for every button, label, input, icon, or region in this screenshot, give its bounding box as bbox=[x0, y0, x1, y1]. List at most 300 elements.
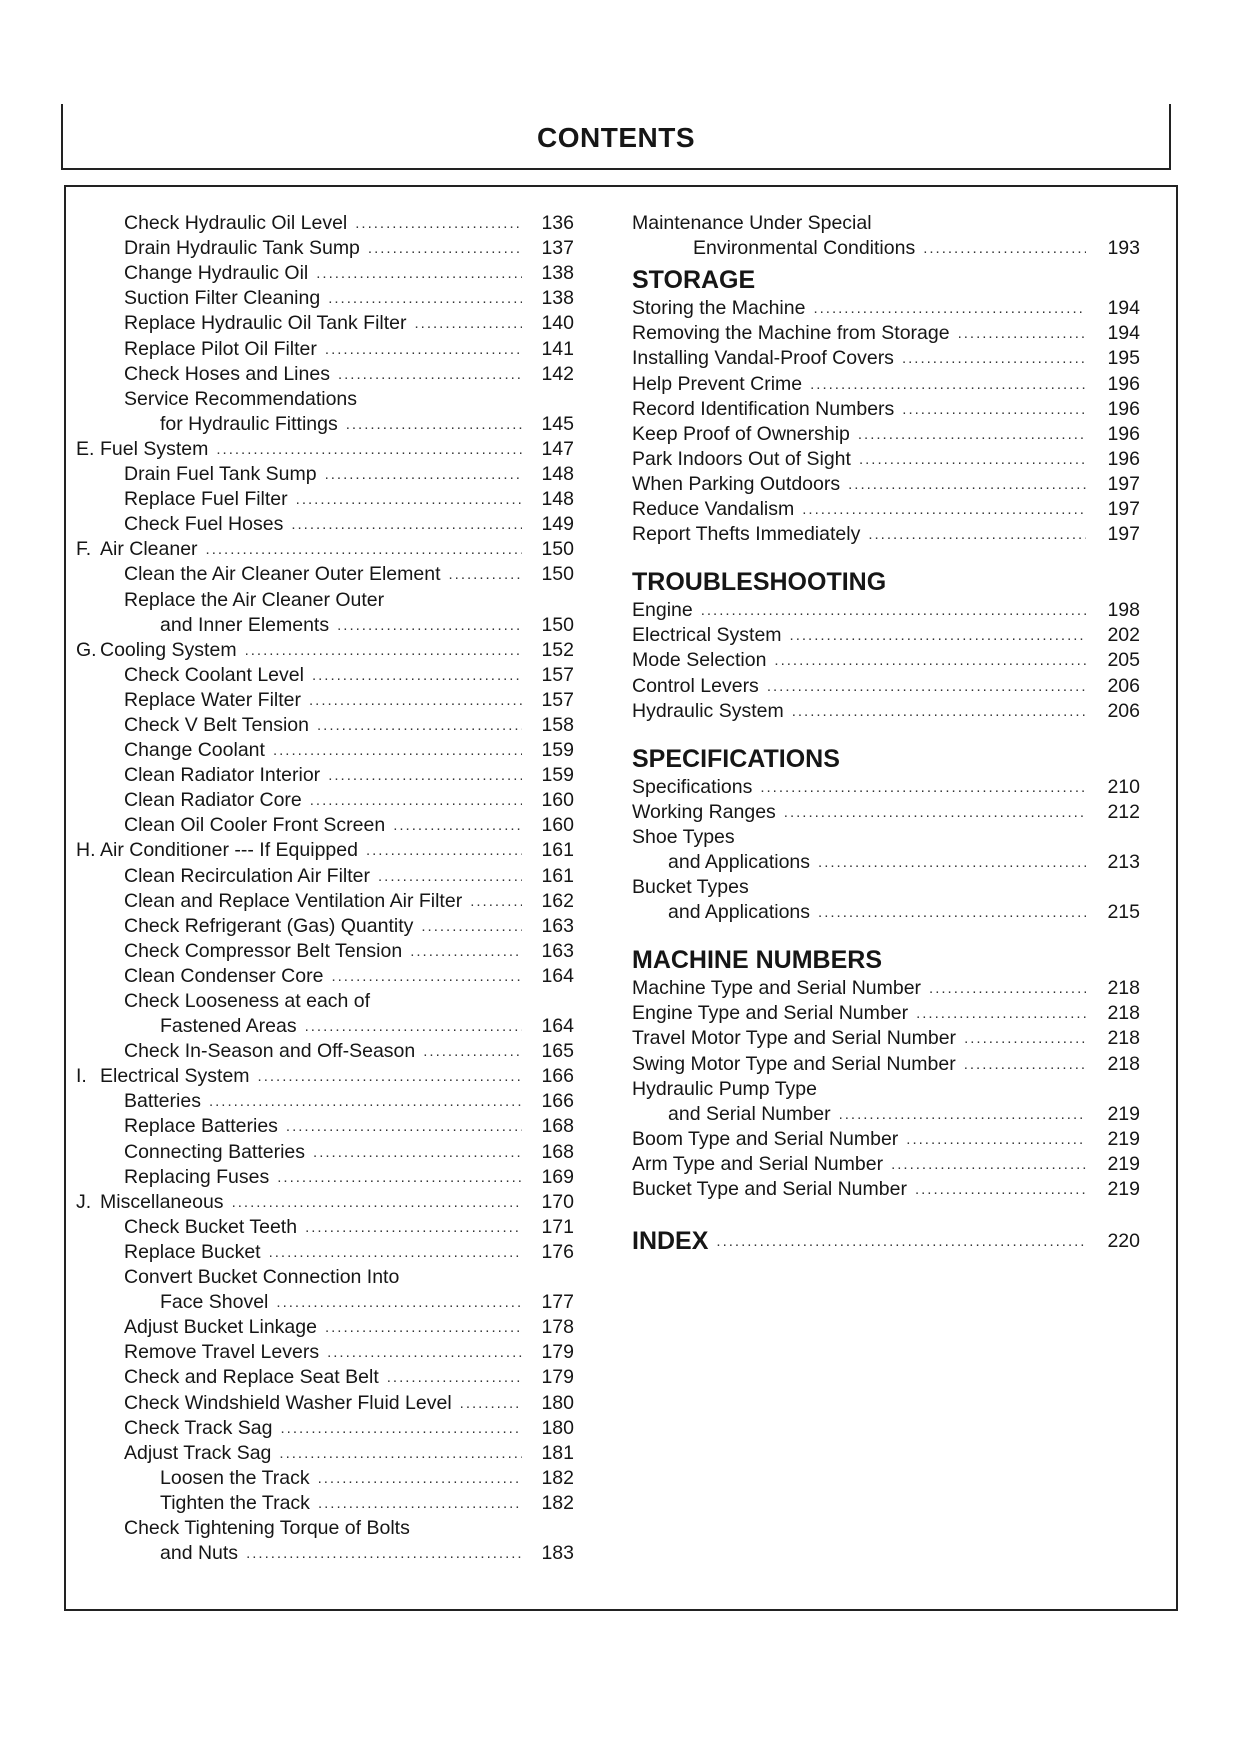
entry-page-number: 183 bbox=[541, 1542, 574, 1565]
entry-title: Replace the Air Cleaner Outer bbox=[124, 588, 385, 611]
dot-leader bbox=[325, 1315, 522, 1340]
toc-entry[interactable] bbox=[632, 1127, 1140, 1152]
entry-title: Check Hydraulic Oil Level bbox=[124, 212, 348, 235]
toc-entry[interactable] bbox=[66, 587, 574, 612]
entry-page-number: 161 bbox=[541, 839, 574, 862]
dot-leader bbox=[366, 838, 522, 863]
entry-title: and Serial Number bbox=[668, 1102, 831, 1125]
toc-entry[interactable] bbox=[632, 598, 1140, 623]
dot-leader bbox=[325, 462, 522, 487]
toc-entry[interactable] bbox=[66, 286, 574, 311]
toc-entry[interactable] bbox=[66, 537, 574, 562]
toc-entry[interactable] bbox=[632, 850, 1140, 875]
entry-title: Help Prevent Crime bbox=[632, 372, 803, 395]
dot-leader bbox=[209, 1089, 522, 1114]
entry-page-number: 148 bbox=[541, 488, 574, 511]
toc-entry[interactable] bbox=[66, 512, 574, 537]
toc-entry[interactable] bbox=[66, 1215, 574, 1240]
dot-leader bbox=[338, 362, 522, 387]
entry-page-number: 170 bbox=[541, 1190, 574, 1213]
entry-page-number: 162 bbox=[541, 889, 574, 912]
entry-page-number: 219 bbox=[1107, 1127, 1140, 1150]
entry-page-number: 218 bbox=[1107, 1052, 1140, 1075]
dot-leader bbox=[868, 522, 1086, 547]
toc-entry[interactable] bbox=[66, 663, 574, 688]
dot-leader bbox=[368, 236, 522, 261]
toc-entry[interactable] bbox=[66, 613, 574, 638]
dot-leader bbox=[906, 1127, 1086, 1152]
toc-entry[interactable] bbox=[632, 472, 1140, 497]
entry-page-number: 166 bbox=[541, 1065, 574, 1088]
toc-entry[interactable] bbox=[66, 889, 574, 914]
dot-leader bbox=[277, 1165, 522, 1190]
section-heading: STORAGE bbox=[632, 266, 756, 295]
dot-leader bbox=[423, 1039, 522, 1064]
entry-page-number: 181 bbox=[541, 1441, 574, 1464]
toc-entry[interactable] bbox=[632, 1177, 1140, 1202]
entry-page-number: 141 bbox=[541, 337, 574, 360]
dot-leader bbox=[216, 437, 522, 462]
entry-title: Air Conditioner --- If Equipped bbox=[100, 839, 358, 862]
section-heading: SPECIFICATIONS bbox=[632, 744, 840, 773]
dot-leader bbox=[232, 1190, 522, 1215]
entry-title: Shoe Types bbox=[632, 825, 735, 848]
entry-page-number: 193 bbox=[1107, 237, 1140, 260]
toc-entry[interactable] bbox=[66, 1240, 574, 1265]
entry-title: Check Track Sag bbox=[124, 1416, 273, 1439]
dot-leader bbox=[760, 775, 1086, 800]
entry-page-number: 195 bbox=[1107, 347, 1140, 370]
toc-entry[interactable] bbox=[632, 1026, 1140, 1051]
entry-page-number: 164 bbox=[541, 964, 574, 987]
entry-page-number: 197 bbox=[1107, 523, 1140, 546]
entry-section-letter: G. bbox=[76, 638, 97, 661]
toc-entry[interactable] bbox=[66, 1165, 574, 1190]
entry-page-number: 180 bbox=[541, 1391, 574, 1414]
toc-entry[interactable] bbox=[66, 1466, 574, 1491]
entry-title: Working Ranges bbox=[632, 800, 776, 823]
toc-entry[interactable] bbox=[632, 900, 1140, 925]
entry-title: Change Hydraulic Oil bbox=[124, 262, 309, 285]
dot-leader bbox=[410, 939, 522, 964]
toc-entry[interactable] bbox=[66, 211, 574, 236]
entry-title: Service Recommendations bbox=[124, 387, 358, 410]
toc-entry[interactable] bbox=[632, 699, 1140, 724]
toc-entry[interactable] bbox=[66, 336, 574, 361]
toc-entry[interactable] bbox=[632, 296, 1140, 321]
toc-entry[interactable] bbox=[66, 236, 574, 261]
entry-page-number: 157 bbox=[541, 663, 574, 686]
entry-title: Maintenance Under Special bbox=[632, 212, 872, 235]
entry-title: and Applications bbox=[668, 901, 811, 924]
toc-entry[interactable] bbox=[632, 976, 1140, 1001]
entry-title: Suction Filter Cleaning bbox=[124, 287, 321, 310]
toc-entry[interactable] bbox=[632, 1001, 1140, 1026]
dot-leader bbox=[305, 1215, 522, 1240]
section-heading: TROUBLESHOOTING bbox=[632, 568, 887, 597]
toc-entry[interactable] bbox=[632, 1077, 1140, 1102]
entry-title: Check Coolant Level bbox=[124, 663, 304, 686]
toc-entry-index[interactable] bbox=[632, 1218, 1140, 1254]
toc-entry[interactable] bbox=[66, 1340, 574, 1365]
entry-page-number: 213 bbox=[1107, 850, 1140, 873]
entry-title: Boom Type and Serial Number bbox=[632, 1127, 899, 1150]
entry-title: Storing the Machine bbox=[632, 297, 806, 320]
toc-entry[interactable] bbox=[66, 738, 574, 763]
entry-title: Removing the Machine from Storage bbox=[632, 322, 950, 345]
toc-entry[interactable] bbox=[66, 1089, 574, 1114]
dot-leader bbox=[916, 1001, 1086, 1026]
entry-page-number: 177 bbox=[541, 1291, 574, 1314]
toc-entry[interactable] bbox=[632, 371, 1140, 396]
entry-page-number: 168 bbox=[541, 1115, 574, 1138]
dot-leader bbox=[790, 623, 1086, 648]
toc-entry[interactable] bbox=[66, 688, 574, 713]
entry-title: Hydraulic Pump Type bbox=[632, 1077, 817, 1100]
entry-page-number: 196 bbox=[1107, 422, 1140, 445]
dot-leader bbox=[449, 562, 523, 587]
toc-entry[interactable] bbox=[66, 939, 574, 964]
toc-entry[interactable] bbox=[66, 1039, 574, 1064]
toc-entry[interactable] bbox=[66, 1541, 574, 1566]
entry-page-number: 197 bbox=[1107, 472, 1140, 495]
toc-entry[interactable] bbox=[632, 1152, 1140, 1177]
entry-title: Face Shovel bbox=[160, 1291, 269, 1314]
entry-page-number: 150 bbox=[541, 613, 574, 636]
entry-title: Replace Pilot Oil Filter bbox=[124, 337, 317, 360]
dot-leader bbox=[337, 613, 522, 638]
toc-entry[interactable] bbox=[66, 813, 574, 838]
dot-leader bbox=[716, 1229, 1086, 1254]
dot-leader bbox=[701, 598, 1086, 623]
toc-entry[interactable] bbox=[66, 989, 574, 1014]
toc-entry[interactable] bbox=[66, 487, 574, 512]
dot-leader bbox=[964, 1052, 1086, 1077]
entry-section-letter: F. bbox=[76, 538, 92, 561]
dot-leader bbox=[810, 372, 1086, 397]
entry-title: Check Bucket Teeth bbox=[124, 1215, 298, 1238]
toc-entry[interactable] bbox=[66, 387, 574, 412]
dot-leader bbox=[312, 663, 522, 688]
toc-entry[interactable] bbox=[66, 964, 574, 989]
dot-leader bbox=[774, 648, 1086, 673]
entry-title: Miscellaneous bbox=[100, 1190, 224, 1213]
dot-leader bbox=[355, 211, 522, 236]
toc-entry[interactable] bbox=[66, 1190, 574, 1215]
entry-title: Engine bbox=[632, 599, 693, 622]
entry-title: Control Levers bbox=[632, 674, 759, 697]
toc-entry[interactable] bbox=[66, 1390, 574, 1415]
entry-page-number: 197 bbox=[1107, 498, 1140, 521]
entry-title: Change Coolant bbox=[124, 739, 265, 762]
toc-entry[interactable] bbox=[66, 1516, 574, 1541]
entry-title: Batteries bbox=[124, 1090, 201, 1113]
dot-leader bbox=[929, 976, 1086, 1001]
toc-entry[interactable] bbox=[66, 838, 574, 863]
toc-entry[interactable] bbox=[632, 346, 1140, 371]
toc-entry[interactable] bbox=[632, 673, 1140, 698]
entry-title: Record Identification Numbers bbox=[632, 397, 895, 420]
entry-title: Convert Bucket Connection Into bbox=[124, 1266, 400, 1289]
entry-title: Fuel System bbox=[100, 437, 209, 460]
entry-title: Clean and Replace Ventilation Air Filter bbox=[124, 889, 463, 912]
toc-entry[interactable] bbox=[632, 397, 1140, 422]
entry-title: Check Looseness at each of bbox=[124, 990, 371, 1012]
entry-page-number: 198 bbox=[1107, 599, 1140, 622]
toc-entry[interactable] bbox=[66, 1014, 574, 1039]
dot-leader bbox=[470, 889, 522, 914]
entry-page-number: 202 bbox=[1107, 624, 1140, 647]
entry-page-number: 165 bbox=[541, 1040, 574, 1063]
dot-leader bbox=[848, 472, 1086, 497]
entry-title: Clean Oil Cooler Front Screen bbox=[124, 814, 386, 837]
entry-page-number: 145 bbox=[541, 412, 574, 435]
entry-title: Bucket Type and Serial Number bbox=[632, 1178, 907, 1200]
toc-entry[interactable] bbox=[66, 1290, 574, 1315]
dot-leader bbox=[291, 512, 522, 537]
entry-page-number: 196 bbox=[1107, 372, 1140, 395]
entry-title: Replacing Fuses bbox=[124, 1165, 270, 1188]
dot-leader bbox=[328, 763, 522, 788]
entry-page-number: 138 bbox=[541, 287, 574, 310]
toc-entry[interactable] bbox=[632, 236, 1140, 261]
dot-leader bbox=[327, 1340, 522, 1365]
dot-leader bbox=[273, 738, 522, 763]
dot-leader bbox=[206, 537, 522, 562]
entry-page-number: 166 bbox=[541, 1090, 574, 1113]
toc-entry[interactable] bbox=[632, 800, 1140, 825]
section-heading: MACHINE NUMBERS bbox=[632, 946, 882, 975]
dot-leader bbox=[296, 487, 522, 512]
dot-leader bbox=[415, 311, 523, 336]
entry-page-number: 169 bbox=[541, 1165, 574, 1188]
left-toc-column bbox=[66, 211, 574, 1566]
toc-entry[interactable] bbox=[632, 775, 1140, 800]
dot-leader bbox=[891, 1152, 1086, 1177]
entry-title: Hydraulic System bbox=[632, 699, 784, 722]
dot-leader bbox=[346, 412, 522, 437]
toc-entry[interactable] bbox=[632, 321, 1140, 346]
entry-page-number: 160 bbox=[541, 789, 574, 812]
entry-title: Clean Radiator Interior bbox=[124, 764, 321, 787]
dot-leader bbox=[802, 497, 1086, 522]
entry-title: and Inner Elements bbox=[160, 613, 330, 636]
entry-page-number: 140 bbox=[541, 312, 574, 335]
toc-entry[interactable] bbox=[632, 825, 1140, 850]
toc-entry[interactable] bbox=[66, 638, 574, 663]
entry-title: Reduce Vandalism bbox=[632, 498, 795, 521]
entry-title: Replace Batteries bbox=[124, 1115, 278, 1138]
entry-page-number: 138 bbox=[541, 262, 574, 285]
entry-title: Check V Belt Tension bbox=[124, 713, 309, 736]
entry-page-number: 150 bbox=[541, 538, 574, 561]
dot-leader bbox=[325, 337, 522, 362]
entry-title: Adjust Bucket Linkage bbox=[124, 1316, 317, 1339]
entry-page-number: 218 bbox=[1107, 1002, 1140, 1025]
entry-page-number: 136 bbox=[541, 212, 574, 235]
dot-leader bbox=[309, 688, 522, 713]
entry-title: Loosen the Track bbox=[160, 1466, 310, 1489]
entry-title: Adjust Track Sag bbox=[124, 1441, 272, 1464]
entry-page-number: 215 bbox=[1107, 901, 1140, 924]
entry-page-number: 219 bbox=[1107, 1152, 1140, 1175]
entry-title: Check Tightening Torque of Bolts bbox=[124, 1516, 410, 1539]
dot-leader bbox=[958, 321, 1086, 346]
dot-leader bbox=[902, 397, 1086, 422]
entry-title: Fastened Areas bbox=[160, 1015, 297, 1038]
entry-title: Check Windshield Washer Fluid Level bbox=[124, 1391, 452, 1414]
entry-page-number: 142 bbox=[541, 362, 574, 385]
entry-title: Check Refrigerant (Gas) Quantity bbox=[124, 914, 414, 937]
entry-page-number: 168 bbox=[541, 1140, 574, 1163]
entry-title: Park Indoors Out of Sight bbox=[632, 447, 851, 470]
entry-page-number: 219 bbox=[1107, 1102, 1140, 1125]
dot-leader bbox=[280, 1416, 522, 1441]
entry-page-number: 179 bbox=[541, 1366, 574, 1389]
entry-page-number: 180 bbox=[541, 1416, 574, 1439]
entry-title: Bucket Types bbox=[632, 876, 749, 899]
entry-title: and Nuts bbox=[160, 1542, 239, 1565]
toc-entry[interactable] bbox=[632, 447, 1140, 472]
entry-title: Check and Replace Seat Belt bbox=[124, 1366, 379, 1389]
entry-title: Arm Type and Serial Number bbox=[632, 1152, 884, 1175]
dot-leader bbox=[923, 236, 1086, 261]
toc-entry[interactable] bbox=[66, 412, 574, 437]
toc-entry[interactable] bbox=[632, 422, 1140, 447]
toc-entry[interactable] bbox=[66, 1416, 574, 1441]
dot-leader bbox=[276, 1290, 522, 1315]
toc-entry[interactable] bbox=[632, 875, 1140, 900]
dot-leader bbox=[305, 1014, 522, 1039]
dot-leader bbox=[313, 1140, 522, 1165]
toc-entry[interactable] bbox=[66, 1315, 574, 1340]
entry-section-letter: J. bbox=[76, 1190, 92, 1213]
dot-leader bbox=[245, 638, 522, 663]
dot-leader bbox=[246, 1541, 522, 1566]
entry-title: Drain Hydraulic Tank Sump bbox=[124, 237, 360, 260]
dot-leader bbox=[393, 813, 522, 838]
entry-title: Installing Vandal-Proof Covers bbox=[632, 347, 894, 370]
entry-page-number: 149 bbox=[541, 513, 574, 536]
toc-entry[interactable] bbox=[66, 713, 574, 738]
dot-leader bbox=[460, 1391, 522, 1416]
entry-title: Engine Type and Serial Number bbox=[632, 1002, 909, 1025]
entry-title: Keep Proof of Ownership bbox=[632, 422, 850, 445]
entry-page-number: 160 bbox=[541, 814, 574, 837]
toc-entry[interactable] bbox=[66, 914, 574, 939]
dot-leader bbox=[767, 674, 1086, 699]
toc-entry[interactable] bbox=[66, 437, 574, 462]
entry-title: Check Fuel Hoses bbox=[124, 513, 284, 536]
entry-page-number: 137 bbox=[541, 237, 574, 260]
entry-title: Cooling System bbox=[100, 638, 237, 661]
toc-entry[interactable] bbox=[632, 522, 1140, 547]
dot-leader bbox=[316, 261, 522, 286]
entry-title: Clean Radiator Core bbox=[124, 789, 302, 812]
toc-entry[interactable] bbox=[632, 1102, 1140, 1127]
entry-title: and Applications bbox=[668, 850, 811, 873]
dot-leader bbox=[269, 1240, 522, 1265]
entry-title: Specifications bbox=[632, 775, 753, 798]
toc-entry[interactable] bbox=[66, 788, 574, 813]
toc-entry[interactable] bbox=[66, 1265, 574, 1290]
entry-page-number: 194 bbox=[1107, 322, 1140, 345]
entry-title: Machine Type and Serial Number bbox=[632, 977, 922, 1000]
toc-entry[interactable] bbox=[66, 1139, 574, 1164]
entry-title: Clean Recirculation Air Filter bbox=[124, 864, 371, 887]
entry-page-number: 210 bbox=[1107, 775, 1140, 798]
dot-leader bbox=[902, 346, 1086, 371]
toc-entry[interactable] bbox=[66, 362, 574, 387]
dot-leader bbox=[858, 422, 1086, 447]
entry-page-number: 163 bbox=[541, 914, 574, 937]
entry-page-number: 171 bbox=[541, 1215, 574, 1238]
entry-page-number: 163 bbox=[541, 939, 574, 962]
entry-title: Replace Fuel Filter bbox=[124, 488, 288, 511]
dot-leader bbox=[378, 864, 522, 889]
dot-leader bbox=[310, 788, 522, 813]
toc-entry[interactable] bbox=[66, 1365, 574, 1390]
entry-page-number: 164 bbox=[541, 1015, 574, 1038]
toc-entry[interactable] bbox=[632, 648, 1140, 673]
toc-entry[interactable] bbox=[66, 1491, 574, 1516]
entry-page-number: 218 bbox=[1107, 977, 1140, 1000]
entry-page-number: 161 bbox=[541, 864, 574, 887]
dot-leader bbox=[318, 1491, 522, 1516]
dot-leader bbox=[915, 1177, 1086, 1202]
entry-title: Replace Water Filter bbox=[124, 688, 301, 711]
entry-page-number: 206 bbox=[1107, 699, 1140, 722]
entry-page-number: 220 bbox=[1107, 1230, 1140, 1252]
entry-title: Tighten the Track bbox=[160, 1491, 310, 1514]
toc-entry[interactable] bbox=[66, 863, 574, 888]
dot-leader bbox=[279, 1441, 522, 1466]
entry-page-number: 212 bbox=[1107, 800, 1140, 823]
toc-entry[interactable] bbox=[66, 1441, 574, 1466]
toc-entry[interactable] bbox=[632, 623, 1140, 648]
toc-entry[interactable] bbox=[66, 1064, 574, 1089]
entry-title: Clean Condenser Core bbox=[124, 964, 324, 987]
toc-entry[interactable] bbox=[632, 211, 1140, 236]
toc-entry[interactable] bbox=[66, 462, 574, 487]
entry-page-number: 205 bbox=[1107, 649, 1140, 672]
entry-title: Check In-Season and Off-Season bbox=[124, 1040, 416, 1063]
toc-entry[interactable] bbox=[66, 562, 574, 587]
dot-leader bbox=[258, 1064, 522, 1089]
entry-section-letter: H. bbox=[76, 839, 96, 862]
index-heading: INDEX bbox=[632, 1227, 709, 1255]
entry-title: Replace Bucket bbox=[124, 1240, 261, 1263]
entry-title: Electrical System bbox=[632, 624, 782, 647]
toc-entry[interactable] bbox=[632, 1051, 1140, 1076]
toc-entry[interactable] bbox=[632, 497, 1140, 522]
entry-title: Swing Motor Type and Serial Number bbox=[632, 1052, 956, 1075]
toc-entry[interactable] bbox=[66, 1114, 574, 1139]
entry-page-number: 206 bbox=[1107, 674, 1140, 697]
entry-title: Environmental Conditions bbox=[693, 237, 916, 260]
contents-header-frame bbox=[61, 104, 1171, 170]
entry-title: Check Compressor Belt Tension bbox=[124, 939, 403, 962]
entry-page-number: 194 bbox=[1107, 297, 1140, 320]
toc-entry[interactable] bbox=[66, 763, 574, 788]
entry-page-number: 147 bbox=[541, 437, 574, 460]
dot-leader bbox=[421, 914, 522, 939]
toc-entry[interactable] bbox=[66, 311, 574, 336]
toc-entry[interactable] bbox=[66, 261, 574, 286]
entry-section-letter: I. bbox=[76, 1065, 87, 1088]
dot-leader bbox=[317, 713, 522, 738]
dot-leader bbox=[286, 1114, 522, 1139]
